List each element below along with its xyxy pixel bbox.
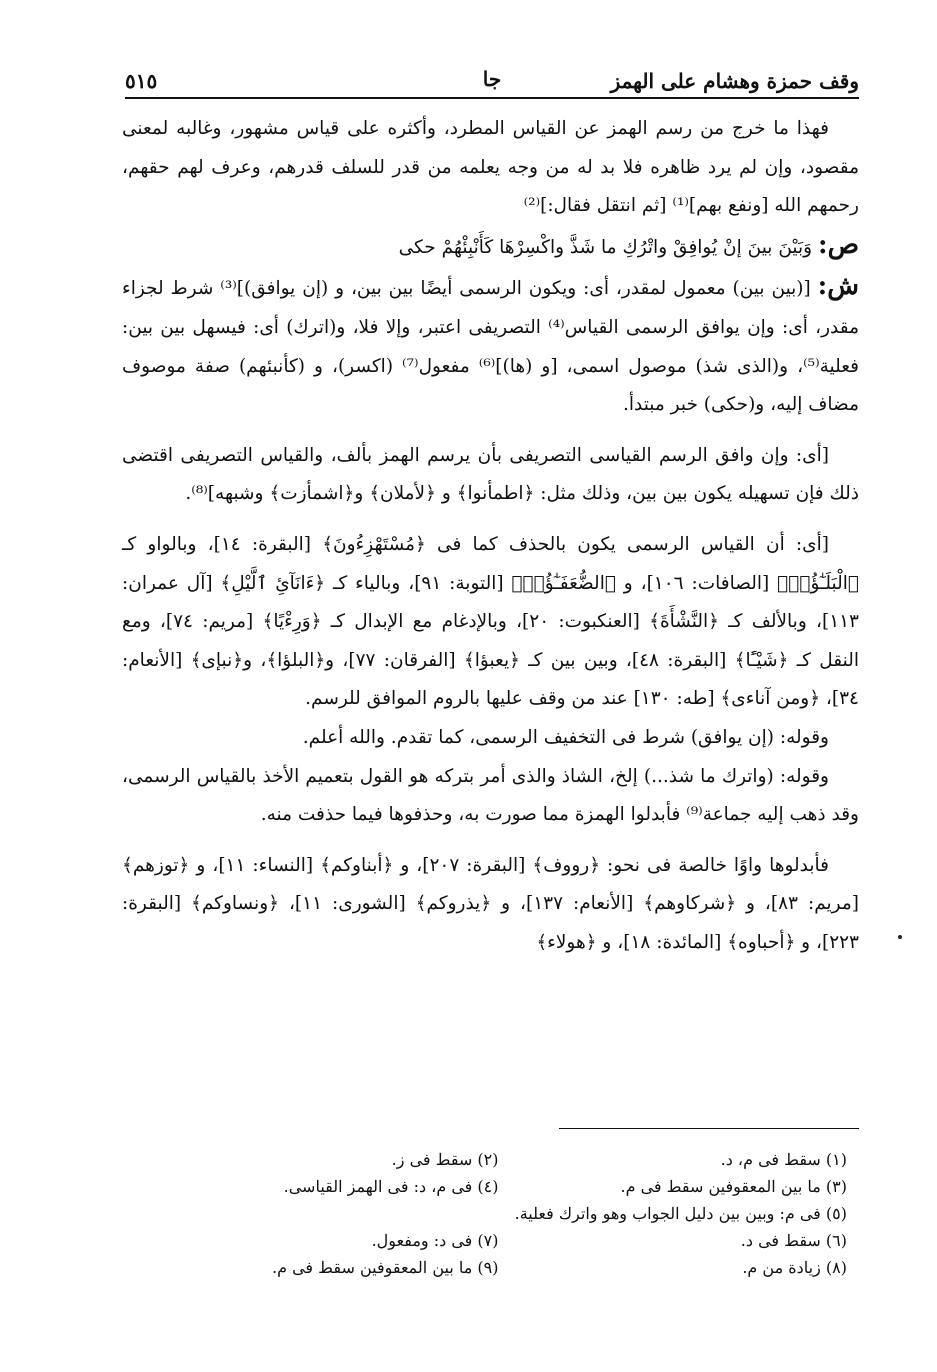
main-text bbox=[122, 110, 859, 962]
volume-label: جا bbox=[482, 67, 502, 91]
footnote-row bbox=[150, 1227, 847, 1254]
commentary-paragraph bbox=[122, 267, 859, 424]
footnote: (٥) فى م: وبين بين دليل الجواب وهو واترك فعلية. bbox=[514, 1204, 847, 1223]
paragraph: [أى: وإن وافق الرسم القياسى التصريفى بأن يرسم الهمز بألف، والقياس التصريفى اقتضى ذلك فإن تسهيله يكون بين بين، وذلك مثل: ﴿اطمأنوا﴾ و ﴿لأملان﴾ و﴿اشمأزت﴾ وشبهه]⁽⁸⁾. bbox=[122, 444, 859, 505]
header-title: وقف حمزة وهشام على الهمز bbox=[610, 69, 859, 93]
paragraph: وقوله: (إن يوافق) شرط فى التخفيف الرسمى، كما تقدم. والله أعلم. bbox=[302, 726, 829, 748]
footnote: (٣) ما بين المعقوفين سقط فى م. bbox=[620, 1177, 847, 1196]
footnote: (٧) فى د: ومفعول. bbox=[371, 1231, 499, 1250]
commentary-marker: ش: bbox=[817, 271, 859, 302]
footnote-row bbox=[150, 1200, 847, 1227]
running-header bbox=[125, 55, 859, 99]
verse-line bbox=[122, 226, 859, 268]
page-number: ٥١٥ bbox=[125, 69, 158, 93]
footnote: (٦) سقط فى د. bbox=[740, 1231, 847, 1250]
scan-speck bbox=[898, 935, 902, 939]
footnote: (٨) زيادة من م. bbox=[742, 1258, 847, 1277]
paragraph: فأبدلوها واوًا خالصة فى نحو: ﴿رووف﴾ [البقرة: ٢٠٧]، و ﴿أبناوكم﴾ [النساء: ١١]، و ﴿توزهم﴾ [مريم: ٨٣]، و ﴿شركاوهم﴾ [الأنعام: ١٣٧]، و ﴿يذروكم﴾ [الشورى: ١١]، ﴿ونساوكم﴾ [البقرة: ٢٢٣]، و ﴿أحباوه﴾ [المائدة: ١٨]، و ﴿هولاء﴾ bbox=[122, 854, 859, 953]
footnote: (٤) فى م، د: فى الهمز القياسى. bbox=[283, 1177, 499, 1196]
footnotes bbox=[150, 1146, 847, 1281]
commentary-text: [(بين بين) معمول لمقدر، أى: ويكون الرسمى أيضًا بين بين، و (إن يوافق)]⁽³⁾ شرط لجزاء مقدر، أى: وإن يوافق الرسمى القياس⁽⁴⁾ التصريفى اعتبر، وإلا فلا، و(اترك) أى: فيسهل بين بين: فعلية⁽⁵⁾، و(الذى شذ) موصول اسمى، [و (ها)]⁽⁶⁾ مفعول⁽⁷⁾ (اكسر)، و (كأنبئهم) صفة موصوف مضاف إليه، و(حكى) خبر مبتدأ. bbox=[122, 278, 859, 416]
paragraph: فهذا ما خرج من رسم الهمز عن القياس المطرد، وأكثره على قياس مشهور، وغالبه لمعنى مقصود، وإن لم يرد ظاهره فلا بد له من وجه يعلمه من قدر للسلف قدرهم، وعرف لهم حقهم، رحمهم الله [ونفع بهم]⁽¹⁾ [ثم انتقل فقال:]⁽²⁾ bbox=[122, 118, 859, 217]
verse-marker: ص: bbox=[817, 229, 859, 260]
footnote-row bbox=[150, 1146, 847, 1173]
footnote: (٩) ما بين المعقوفين سقط فى م. bbox=[272, 1258, 499, 1277]
footnote-row bbox=[150, 1254, 847, 1281]
footnote: (٢) سقط فى ز. bbox=[391, 1150, 499, 1169]
verse-text: وَبَيْنَ بينَ إنْ يُوافِقْ واتْرُكِ ما شَذَّ واكْسِرْهَا كَأَنْبِئْهُمْ حكى bbox=[398, 236, 813, 258]
paragraph: [أى: أن القياس الرسمى يكون بالحذف كما فى ﴿مُسْتَهْزِءُونَ﴾ [البقرة: ١٤]، وبالواو كـ ﴿الْبَلَـٰٓؤُا۟﴾ [الصافات: ١٠٦]، و ﴿الضُّعَفَـٰٓؤُا۟﴾ [التوبة: ٩١]، وبالياء كـ ﴿ءَانَآئِ ٱلَّيْلِ﴾ [آل عمران: ١١٣]، وبالألف كـ ﴿النَّشْأَةَ﴾ [العنكبوت: ٢٠]، وبالإدغام مع الإبدال كـ ﴿وَرِءْيًا﴾ [مريم: ٧٤]، ومع النقل كـ ﴿شَيْـًٔا﴾ [البقرة: ٤٨]، وبين بين كـ ﴿يعبؤا﴾ [الفرقان: ٧٧]، و﴿البلؤا﴾، و﴿نبإى﴾ [الأنعام: ٣٤]، ﴿ومن آناءى﴾ [طه: ١٣٠] عند من وقف عليها بالروم الموافق للرسم. bbox=[122, 533, 860, 710]
paragraph: وقوله: (واترك ما شذ...) إلخ، الشاذ والذى أمر بتركه هو القول بتعميم الأخذ بالقياس الرسمى، وقد ذهب إليه جماعة⁽⁹⁾ فأبدلوا الهمزة مما صورت به، وحذفوها فيما حذفت منه. bbox=[122, 765, 859, 826]
footnote-row bbox=[150, 1173, 847, 1200]
footnote-divider bbox=[559, 1128, 859, 1129]
footnote: (١) سقط فى م، د. bbox=[720, 1150, 847, 1169]
